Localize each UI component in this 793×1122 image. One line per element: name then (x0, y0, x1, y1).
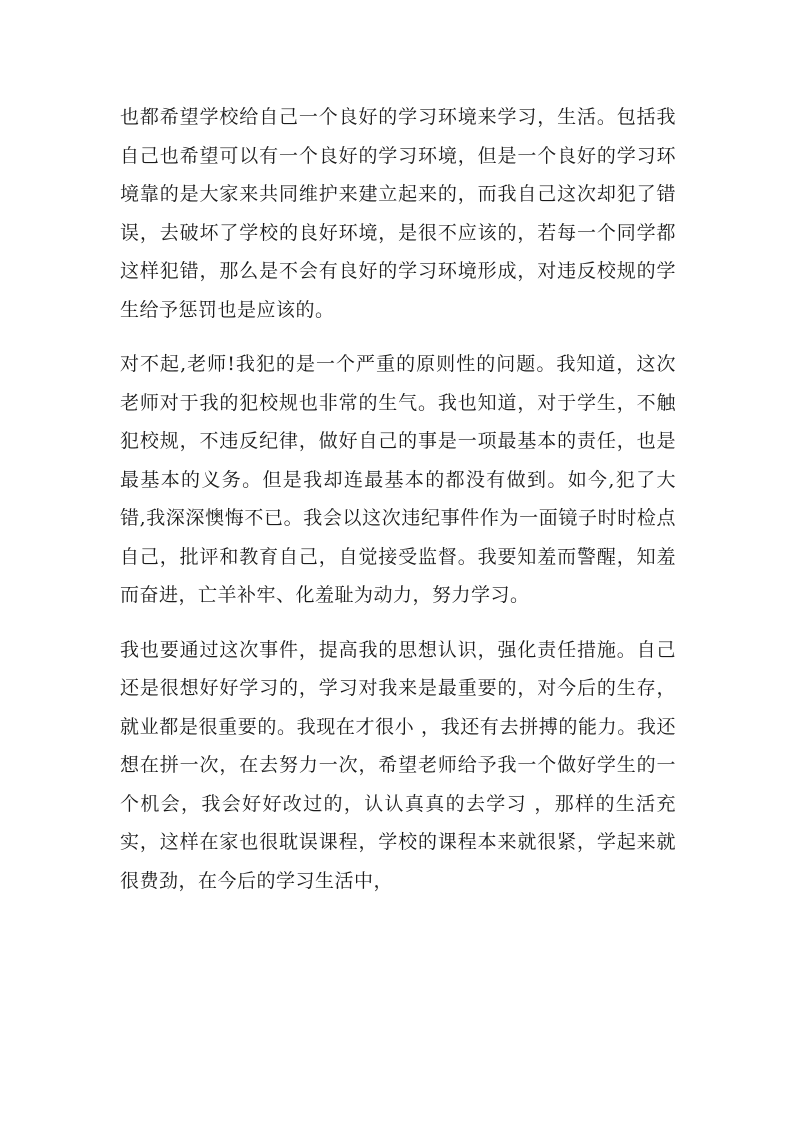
paragraph-3: 我也要通过这次事件，提高我的思想认识，强化责任措施。自己还是很想好好学习的，学习对我来是最重要的，对今后的生存，就业都是很重要的。我现在才很小 ，我还有去拼搏的能力。我还想在拼一次，在去努力一次，希望老师给予我一个做好学生的一个机会，我会好好改过的，认认真真的去学习 ，那样的生活充实，这样在家也很耽误课程，学校的课程本来就很紧，学起来就很费劲，在今后的学习生活中， (120, 638, 676, 892)
document-body (120, 98, 676, 900)
paragraph-1: 也都希望学校给自己一个良好的学习环境来学习，生活。包括我自己也希望可以有一个良好的学习环境，但是一个良好的学习环境靠的是大家来共同维护来建立起来的，而我自己这次却犯了错误，去破坏了学校的良好环境，是很不应该的，若每一个同学都这样犯错，那么是不会有良好的学习环境形成，对违反校规的学生给予惩罚也是应该的。 (120, 106, 676, 321)
paragraph-2: 对不起,老师!我犯的是一个严重的原则性的问题。我知道，这次老师对于我的犯校规也非常的生气。我也知道，对于学生，不触犯校规，不违反纪律，做好自己的事是一项最基本的责任，也是最基本的义务。但是我却连最基本的都没有做到。如今,犯了大错,我深深懊悔不已。我会以这次违纪事件作为一面镜子时时检点自己，批评和教育自己，自觉接受监督。我要知羞而警醒，知羞而奋进，亡羊补牢、化羞耻为动力，努力学习。 (120, 353, 676, 606)
